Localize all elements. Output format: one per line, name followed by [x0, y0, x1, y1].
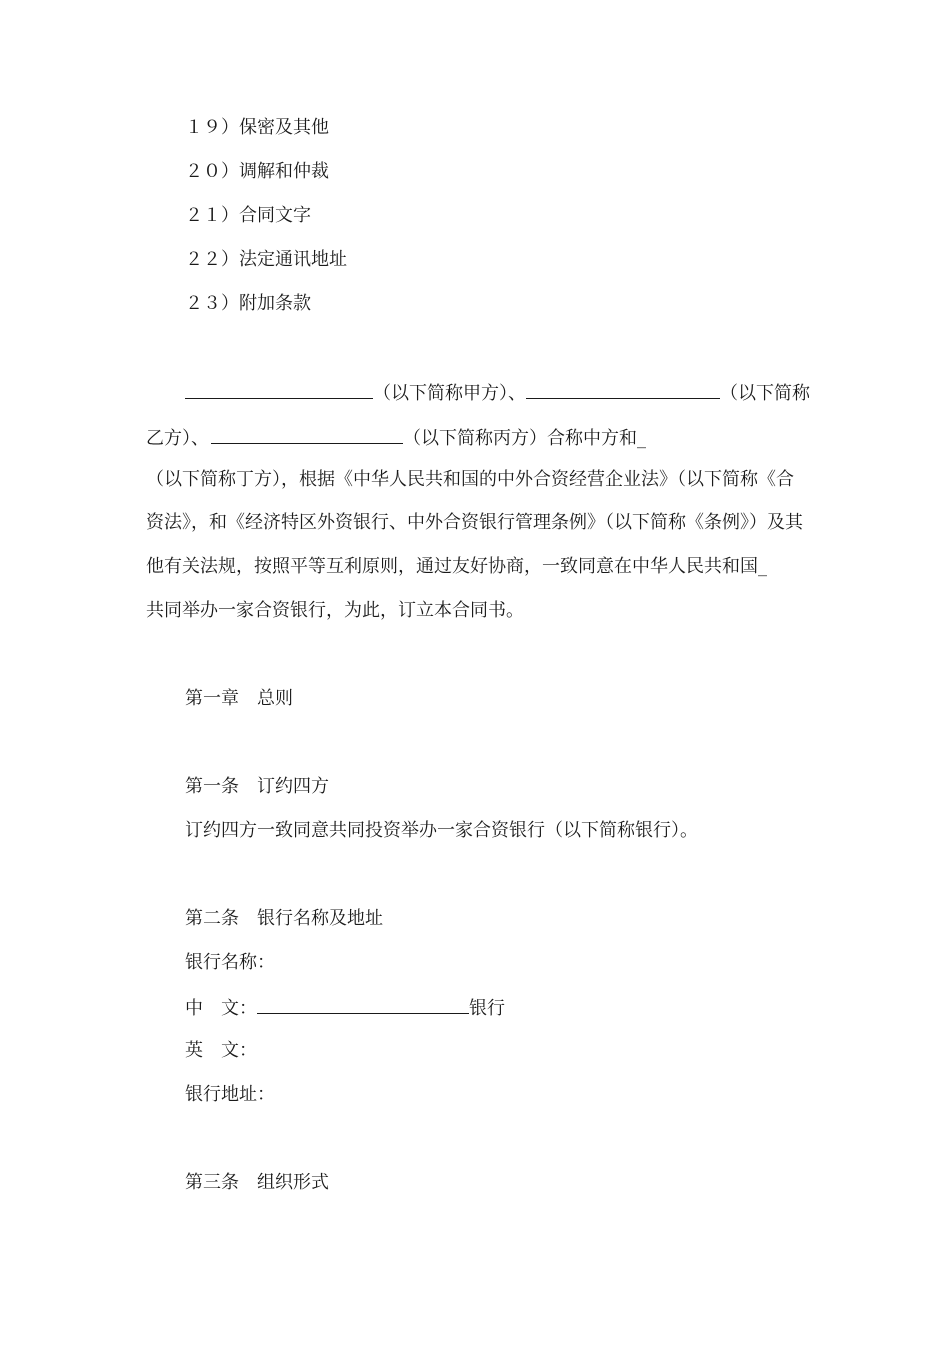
article-2-title: 第二条 银行名称及地址	[185, 908, 383, 929]
bank-address-label: 银行地址：	[185, 1084, 275, 1105]
toc-item-19: １９）保密及其他	[185, 117, 329, 138]
article-1-title: 第一条 订约四方	[185, 776, 329, 797]
chinese-suffix: 银行	[469, 998, 505, 1019]
party-a-blank	[185, 380, 373, 399]
party-c-blank	[211, 425, 403, 444]
preamble-line-2-text-a: 乙方）、	[146, 428, 209, 449]
bank-name-label: 银行名称：	[185, 952, 275, 973]
chinese-label: 中 文：	[185, 998, 257, 1019]
preamble-line-1-text-a: （以下简称甲方）、	[373, 383, 526, 404]
chinese-name-blank	[257, 995, 469, 1014]
chapter-1-title: 第一章 总则	[185, 688, 293, 709]
bank-name-english-row: 英 文：	[185, 1040, 257, 1061]
toc-item-20: ２０）调解和仲裁	[185, 161, 329, 182]
preamble-line-3: （以下简称丁方），根据《中华人民共和国的中外合资经营企业法》（以下简称《合	[146, 469, 794, 490]
toc-item-22: ２２）法定通讯地址	[185, 249, 347, 270]
preamble-line-1-text-b: （以下简称	[720, 383, 810, 404]
preamble-line-2-text-b: （以下简称丙方）合称中方和_	[403, 428, 646, 449]
party-b-blank	[526, 380, 720, 399]
toc-item-23: ２３）附加条款	[185, 293, 311, 314]
preamble-line-2	[146, 425, 646, 449]
preamble-line-6: 共同举办一家合资银行，为此，订立本合同书。	[146, 600, 524, 621]
preamble-line-4: 资法》，和《经济特区外资银行、中外合资银行管理条例》（以下简称《条例》）及其	[146, 512, 803, 533]
preamble-line-1	[185, 380, 810, 404]
article-3-title: 第三条 组织形式	[185, 1172, 329, 1193]
toc-item-21: ２１）合同文字	[185, 205, 311, 226]
preamble-line-5: 他有关法规，按照平等互利原则，通过友好协商，一致同意在中华人民共和国_	[146, 556, 767, 577]
article-1-body: 订约四方一致同意共同投资举办一家合资银行（以下简称银行）。	[185, 820, 698, 841]
bank-name-chinese-row	[185, 995, 505, 1019]
